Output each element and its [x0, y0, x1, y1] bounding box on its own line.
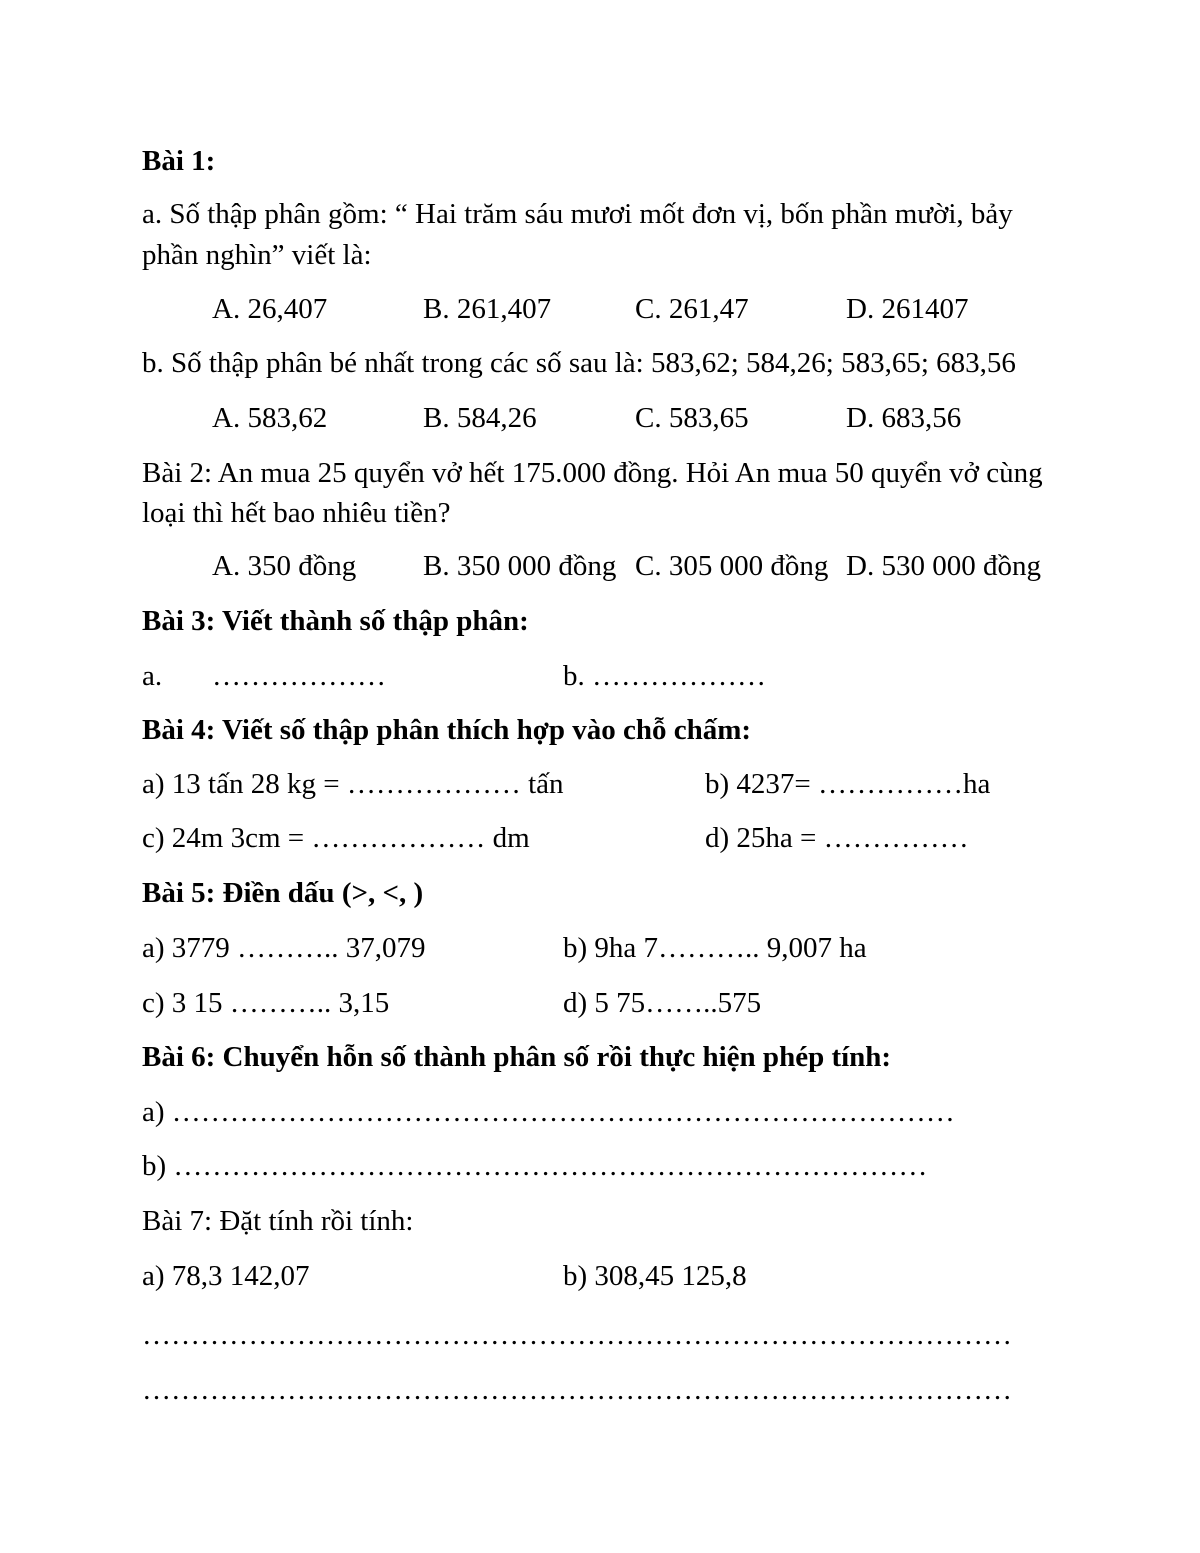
bai1-question-b: b. Số thập phân bé nhất trong các số sau là: 583,62; 584,26; 583,65; 683,56	[142, 347, 1016, 379]
bai1-b-option-b: B. 584,26	[423, 402, 537, 434]
bai1-b-option-d: D. 683,56	[846, 402, 962, 434]
bai2-question-line1: Bài 2: An mua 25 quyển vở hết 175.000 đồng. Hỏi An mua 50 quyển vở cùng	[142, 457, 1043, 489]
bai7-answer-line-2: ………………………………………………………………………………	[142, 1374, 1012, 1406]
bai3-item-b: b. ………………	[563, 660, 766, 692]
bai4-item-b: b) 4237= ……………ha	[705, 768, 991, 800]
bai1-b-option-a: A. 583,62	[212, 402, 328, 434]
bai1-question-a-line1: a. Số thập phân gồm: “ Hai trăm sáu mươi mốt đơn vị, bốn phần mười, bảy	[142, 198, 1013, 230]
bai1-a-option-c: C. 261,47	[635, 293, 749, 325]
bai7-item-b: b) 308,45 125,8	[563, 1260, 747, 1292]
bai2-option-c: C. 305 000 đồng	[635, 550, 829, 582]
bai4-item-a: a) 13 tấn 28 kg = ……………… tấn	[142, 768, 564, 800]
bai7-item-a: a) 78,3 142,07	[142, 1260, 310, 1292]
bai2-option-a: A. 350 đồng	[212, 550, 357, 582]
bai4-heading: Bài 4: Viết số thập phân thích hợp vào chỗ chấm:	[142, 714, 752, 746]
bai1-a-option-d: D. 261407	[846, 293, 969, 325]
bai1-a-option-a: A. 26,407	[212, 293, 328, 325]
bai5-item-a: a) 3779 ……….. 37,079	[142, 932, 426, 964]
bai3-item-a-blank: ………………	[212, 660, 386, 692]
bai3-item-a-label: a.	[142, 660, 163, 692]
bai1-heading: Bài 1:	[142, 145, 216, 177]
bai5-item-b: b) 9ha 7……….. 9,007 ha	[563, 932, 867, 964]
bai5-item-d: d) 5 75……..575	[563, 987, 762, 1019]
bai6-item-a: a) ………………………………………………………………………	[142, 1096, 955, 1128]
bai1-b-option-c: C. 583,65	[635, 402, 749, 434]
bai3-heading: Bài 3: Viết thành số thập phân:	[142, 605, 529, 637]
bai4-item-c: c) 24m 3cm = ……………… dm	[142, 822, 530, 854]
bai6-item-b: b) ……………………………………………………………………	[142, 1150, 928, 1182]
bai6-heading: Bài 6: Chuyển hỗn số thành phân số rồi thực hiện phép tính:	[142, 1041, 892, 1073]
bai1-a-option-b: B. 261,407	[423, 293, 552, 325]
bai2-option-b: B. 350 000 đồng	[423, 550, 617, 582]
bai5-heading: Bài 5: Điền dấu (>, <, )	[142, 877, 424, 909]
bai1-question-a-line2: phần nghìn” viết là:	[142, 239, 372, 271]
bai4-item-d: d) 25ha = ……………	[705, 822, 969, 854]
bai7-answer-line-1: ………………………………………………………………………………	[142, 1319, 1012, 1351]
bai5-item-c: c) 3 15 ……….. 3,15	[142, 987, 390, 1019]
bai2-question-line2: loại thì hết bao nhiêu tiền?	[142, 497, 451, 529]
bai2-option-d: D. 530 000 đồng	[846, 550, 1041, 582]
bai7-heading: Bài 7: Đặt tính rồi tính:	[142, 1205, 414, 1237]
